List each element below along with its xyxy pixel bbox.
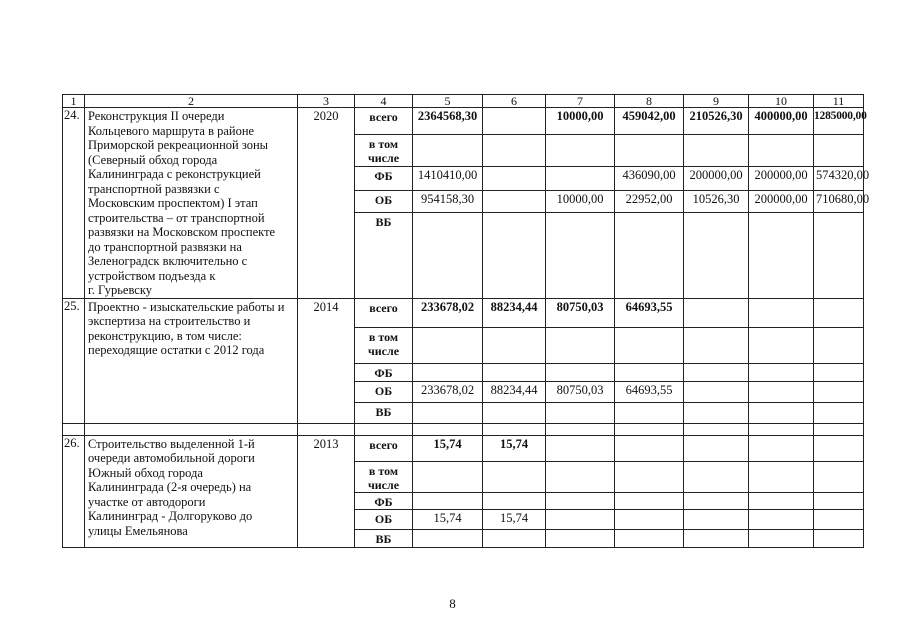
funding-source-label: ВБ [355, 212, 413, 298]
amount-cell [749, 134, 814, 166]
amount-cell [483, 363, 546, 381]
amount-cell [546, 492, 615, 510]
description-line: Московским проспектом) I этап [88, 196, 258, 210]
header-cell: 4 [355, 95, 413, 108]
amount-cell [413, 327, 483, 363]
amount-cell [413, 530, 483, 548]
amount-cell [749, 402, 814, 423]
table-row [63, 298, 864, 327]
spacer-row [63, 423, 864, 435]
amount-cell [546, 212, 615, 298]
amount-cell [814, 134, 864, 166]
funding-source-label: в том числе [355, 327, 413, 363]
funding-source-label: ОБ [355, 381, 413, 402]
amount-cell: 22952,00 [615, 190, 684, 212]
spacer-cell [483, 423, 546, 435]
spacer-cell [749, 423, 814, 435]
funding-source-label: всего [355, 108, 413, 135]
amount-cell [684, 402, 749, 423]
amount-cell [546, 167, 615, 191]
amount-cell: 210526,30 [684, 108, 749, 135]
funding-source-label: ОБ [355, 190, 413, 212]
description-line: Калининград - Долгоруково до [88, 509, 253, 523]
amount-cell [814, 363, 864, 381]
spacer-cell [355, 423, 413, 435]
table-body [63, 94, 870, 548]
description-line: Кольцевого маршрута в районе [88, 123, 255, 138]
amount-cell [483, 212, 546, 298]
amount-cell [749, 381, 814, 402]
amount-cell: 88234,44 [483, 298, 546, 327]
amount-cell: 1410410,00 [413, 167, 483, 191]
spacer-cell [814, 423, 864, 435]
amount-cell [684, 461, 749, 492]
amount-cell [814, 492, 864, 510]
amount-cell [615, 461, 684, 492]
amount-cell [615, 327, 684, 363]
amount-cell [546, 461, 615, 492]
description-line: очереди автомобильной дороги [88, 451, 255, 465]
amount-cell [483, 134, 546, 166]
amount-cell [546, 327, 615, 363]
description-line: развязки на Московском проспекте [88, 225, 276, 239]
header-cell: 2 [85, 95, 298, 108]
amount-cell [546, 530, 615, 548]
amount-cell [615, 363, 684, 381]
amount-cell [483, 461, 546, 492]
amount-cell [615, 134, 684, 166]
completion-year: 2013 [298, 435, 355, 548]
spacer-cell [684, 423, 749, 435]
amount-cell [413, 461, 483, 492]
amount-cell: 15,74 [413, 510, 483, 530]
amount-cell [814, 402, 864, 423]
amount-cell: 64693,55 [615, 381, 684, 402]
description-line: участке от автодороги [88, 494, 206, 509]
amount-cell [483, 402, 546, 423]
amount-cell [615, 212, 684, 298]
row-number: 25. [63, 298, 85, 423]
spacer-cell [85, 423, 298, 435]
description-line: строительства – от транспортной [88, 210, 265, 225]
funding-source-label: всего [355, 435, 413, 461]
amount-cell [546, 402, 615, 423]
amount-cell [749, 530, 814, 548]
amount-cell: 436090,00 [615, 167, 684, 191]
amount-cell [814, 212, 864, 298]
amount-cell [483, 530, 546, 548]
header-cell: 6 [483, 95, 546, 108]
description-line: г. Гурьевску [88, 283, 152, 297]
description-line: Строительство выделенной 1-й [88, 436, 255, 451]
amount-cell [814, 461, 864, 492]
table-row [63, 108, 864, 135]
page-number: 8 [449, 596, 456, 611]
row-number: 24. [63, 108, 85, 299]
spacer-cell [413, 423, 483, 435]
project-description [85, 435, 298, 548]
header-cell: 11 [814, 95, 864, 108]
amount-cell: 400000,00 [749, 108, 814, 135]
completion-year: 2020 [298, 108, 355, 299]
description-line: улицы Емельянова [88, 523, 188, 538]
header-cell: 3 [298, 95, 355, 108]
amount-cell: 64693,55 [615, 298, 684, 327]
header-cell: 5 [413, 95, 483, 108]
amount-cell [546, 510, 615, 530]
amount-cell [684, 363, 749, 381]
amount-cell: 2364568,30 [413, 108, 483, 135]
funding-source-label: ВБ [355, 530, 413, 548]
amount-cell [483, 492, 546, 510]
amount-cell: 710680,00 [814, 190, 864, 212]
amount-cell: 10000,00 [546, 190, 615, 212]
amount-cell: 10000,00 [546, 108, 615, 135]
amount-cell [413, 212, 483, 298]
funding-source-label: ФБ [355, 492, 413, 510]
amount-cell [814, 435, 864, 461]
amount-cell: 459042,00 [615, 108, 684, 135]
amount-cell [546, 435, 615, 461]
description-line: переходящие остатки с 2012 года [88, 343, 265, 357]
amount-cell [483, 167, 546, 191]
amount-cell: 574320,00 [814, 167, 864, 191]
amount-cell [684, 510, 749, 530]
amount-cell [814, 530, 864, 548]
amount-cell: 200000,00 [749, 167, 814, 191]
description-line: Реконструкция II очереди [88, 109, 225, 123]
program-table [62, 94, 870, 548]
project-description [85, 298, 298, 423]
amount-cell: 15,74 [413, 435, 483, 461]
description-line: экспертиза на строительство и [88, 314, 251, 328]
amount-cell: 80750,03 [546, 381, 615, 402]
header-cell: 7 [546, 95, 615, 108]
amount-cell [483, 108, 546, 135]
amount-cell [615, 530, 684, 548]
amount-cell [413, 134, 483, 166]
completion-year: 2014 [298, 298, 355, 423]
amount-cell [684, 381, 749, 402]
amount-cell [814, 327, 864, 363]
funding-source-label: ФБ [355, 167, 413, 191]
amount-cell [615, 402, 684, 423]
amount-cell: 200000,00 [749, 190, 814, 212]
amount-cell: 954158,30 [413, 190, 483, 212]
amount-cell [749, 212, 814, 298]
amount-cell [483, 190, 546, 212]
amount-cell: 10526,30 [684, 190, 749, 212]
amount-cell [615, 492, 684, 510]
amount-cell [749, 461, 814, 492]
description-line: до транспортной развязки на [88, 239, 242, 254]
funding-source-label: всего [355, 298, 413, 327]
description-line: Южный обход города [88, 465, 203, 480]
amount-cell [413, 363, 483, 381]
amount-cell: 88234,44 [483, 381, 546, 402]
description-line: (Северный обход города [88, 152, 218, 167]
description-line: Проектно - изыскательские работы и [88, 299, 285, 314]
amount-cell [684, 492, 749, 510]
amount-cell [684, 212, 749, 298]
row-number: 26. [63, 435, 85, 548]
header-cell: 1 [63, 95, 85, 108]
description-line: транспортной развязки с [88, 181, 220, 196]
amount-cell [615, 510, 684, 530]
description-line: Калининграда с реконструкцией [88, 167, 261, 181]
amount-cell [615, 435, 684, 461]
funding-source-label: в том числе [355, 134, 413, 166]
amount-cell [749, 298, 814, 327]
amount-cell: 1285000,00 [814, 108, 864, 135]
amount-cell [814, 510, 864, 530]
spacer-cell [615, 423, 684, 435]
funding-source-label: ВБ [355, 402, 413, 423]
amount-cell [749, 492, 814, 510]
amount-cell [684, 298, 749, 327]
spacer-cell [63, 423, 85, 435]
amount-cell [749, 435, 814, 461]
amount-cell [684, 530, 749, 548]
spacer-cell [546, 423, 615, 435]
amount-cell [413, 492, 483, 510]
funding-source-label: в том числе [355, 461, 413, 492]
amount-cell: 15,74 [483, 510, 546, 530]
spacer-cell [298, 423, 355, 435]
funding-source-label: ФБ [355, 363, 413, 381]
amount-cell [483, 327, 546, 363]
amount-cell [814, 381, 864, 402]
description-line: Приморской рекреационной зоны [88, 138, 269, 152]
amount-cell: 233678,02 [413, 298, 483, 327]
description-line: Калининграда (2-я очередь) на [88, 480, 252, 494]
description-line: Зеленоградск включительно с [88, 254, 248, 268]
header-row [63, 95, 864, 108]
header-cell: 9 [684, 95, 749, 108]
amount-cell [413, 402, 483, 423]
header-cell: 8 [615, 95, 684, 108]
amount-cell [749, 510, 814, 530]
amount-cell: 15,74 [483, 435, 546, 461]
amount-cell [749, 363, 814, 381]
amount-cell [546, 134, 615, 166]
amount-cell [814, 298, 864, 327]
table-row [63, 435, 864, 461]
amount-cell: 233678,02 [413, 381, 483, 402]
amount-cell [684, 327, 749, 363]
amount-cell [546, 363, 615, 381]
amount-cell [684, 435, 749, 461]
amount-cell [684, 134, 749, 166]
description-line: реконструкцию, в том числе: [88, 328, 242, 343]
amount-cell: 80750,03 [546, 298, 615, 327]
amount-cell: 200000,00 [684, 167, 749, 191]
description-line: устройством подъезда к [88, 268, 216, 283]
project-description [85, 108, 298, 299]
header-cell: 10 [749, 95, 814, 108]
amount-cell [749, 327, 814, 363]
funding-source-label: ОБ [355, 510, 413, 530]
